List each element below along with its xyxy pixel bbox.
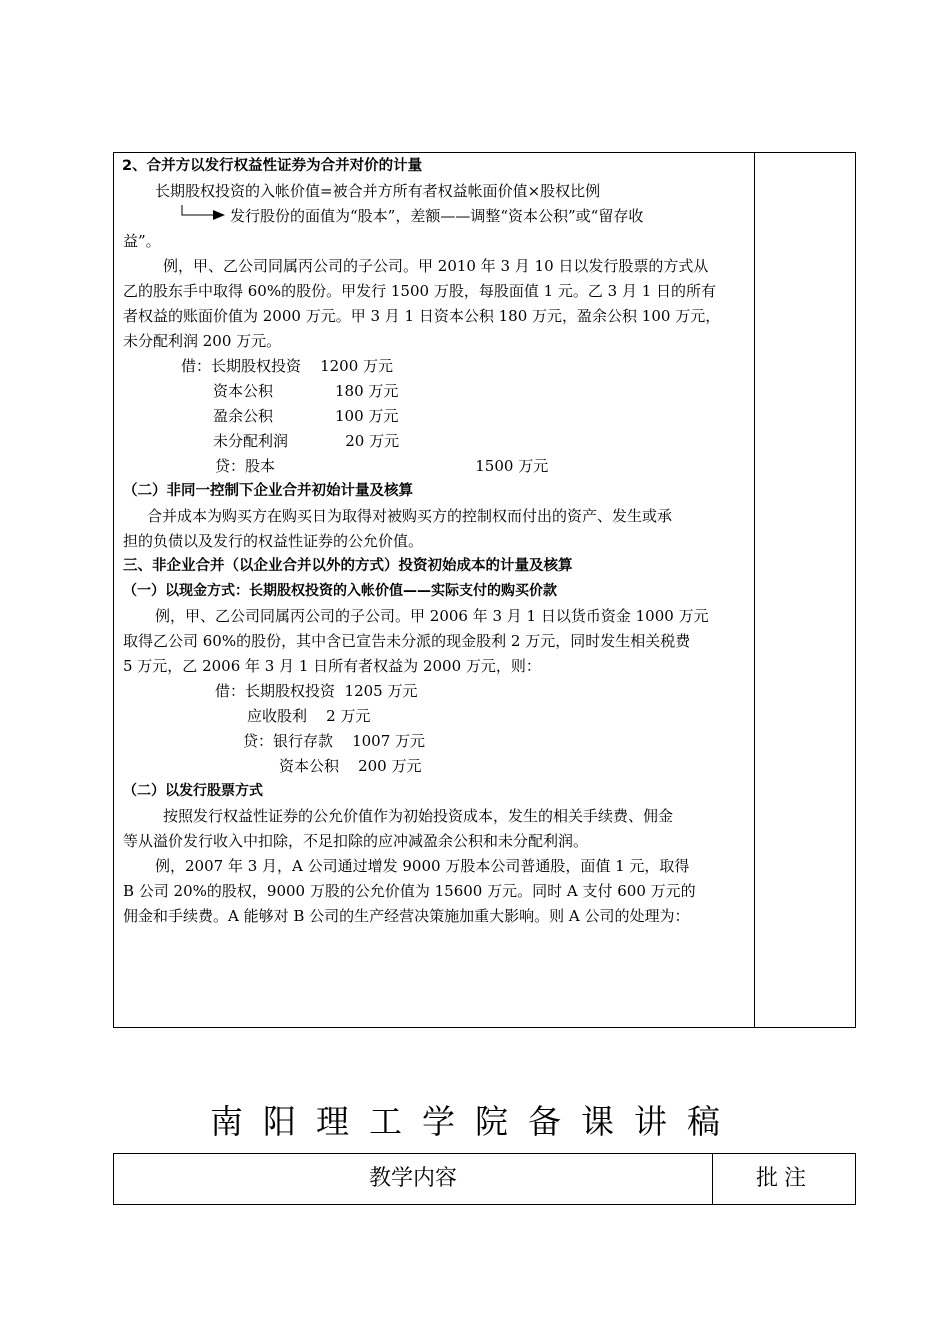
journal-entry: 借：长期股权投资 1205 万元	[215, 682, 418, 700]
text-line: 例，甲、乙公司同属丙公司的子公司。甲 2010 年 3 月 10 日以发行股票的方式从	[163, 257, 709, 275]
section-heading: （二）以发行股票方式	[123, 783, 263, 799]
journal-entry: 应收股利 2 万元	[247, 707, 371, 725]
text-line: 例，甲、乙公司同属丙公司的子公司。甲 2006 年 3 月 1 日以货币资金 1000 万元	[155, 607, 709, 625]
section-heading: 2、合并方以发行权益性证券为合并对价的计量	[122, 158, 423, 174]
page-title: 南阳理工学院备课讲稿	[210, 1102, 740, 1141]
notes-column-header: 批注	[755, 1166, 812, 1191]
text-line: 益”。	[123, 232, 161, 250]
text-line: B 公司 20%的股权，9000 万股的公允价值为 15600 万元。同时 A 支付 600 万元的	[123, 882, 696, 900]
text-line: 佣金和手续费。A 能够对 B 公司的生产经营决策施加重大影响。则 A 公司的处理为：	[123, 907, 690, 925]
text-line: 未分配利润 200 万元。	[123, 332, 282, 350]
text-line: 者权益的账面价值为 2000 万元。甲 3 月 1 日资本公积 180 万元，盈余公积 100 万元，	[123, 307, 721, 325]
text-line: 乙的股东手中取得 60%的股份。甲发行 1500 万股，每股面值 1 元。乙 3 月 1 日的所有	[123, 282, 717, 300]
journal-entry: 资本公积 180 万元	[213, 382, 399, 400]
section-heading: （二）非同一控制下企业合并初始计量及核算	[123, 483, 413, 499]
text-line: 等从溢价发行收入中扣除，不足扣除的应冲减盈余公积和未分配利润。	[123, 832, 589, 850]
journal-entry: 借：长期股权投资 1200 万元	[181, 357, 394, 375]
text-line: 合并成本为购买方在购买日为取得对被购买方的控制权而付出的资产、发生或承	[147, 507, 673, 525]
table-header	[113, 1153, 856, 1205]
text-line: 发行股份的面值为“股本”，差额——调整“资本公积”或“留存收	[230, 207, 644, 225]
text-line: 长期股权投资的入帐价值=被合并方所有者权益帐面价值×股权比例	[155, 182, 601, 200]
section-heading: （一）以现金方式：长期股权投资的入帐价值——实际支付的购买价款	[123, 583, 557, 599]
journal-entry: 贷：股本 1500 万元	[215, 457, 549, 475]
text-line: 例，2007 年 3 月，A 公司通过增发 9000 万股本公司普通股，面值 1 元，取得	[155, 857, 690, 875]
text-line: 取得乙公司 60%的股份，其中含已宣告未分派的现金股利 2 万元，同时发生相关税费	[123, 632, 691, 650]
journal-entry: 贷：银行存款 1007 万元	[243, 732, 426, 750]
journal-entry: 盈余公积 100 万元	[213, 407, 399, 425]
arrow-icon	[181, 204, 227, 222]
journal-entry: 资本公积 200 万元	[279, 757, 422, 775]
text-line: 5 万元，乙 2006 年 3 月 1 日所有者权益为 2000 万元，则：	[123, 657, 541, 675]
journal-entry: 未分配利润 20 万元	[213, 432, 400, 450]
section-heading: 三、非企业合并（以企业合并以外的方式）投资初始成本的计量及核算	[123, 558, 573, 574]
text-line: 按照发行权益性证券的公允价值作为初始投资成本，发生的相关手续费、佣金	[163, 807, 674, 825]
content-column-header: 教学内容	[368, 1166, 457, 1191]
column-divider	[754, 153, 755, 1027]
text-line: 担的负债以及发行的权益性证券的公允价值。	[123, 532, 424, 550]
